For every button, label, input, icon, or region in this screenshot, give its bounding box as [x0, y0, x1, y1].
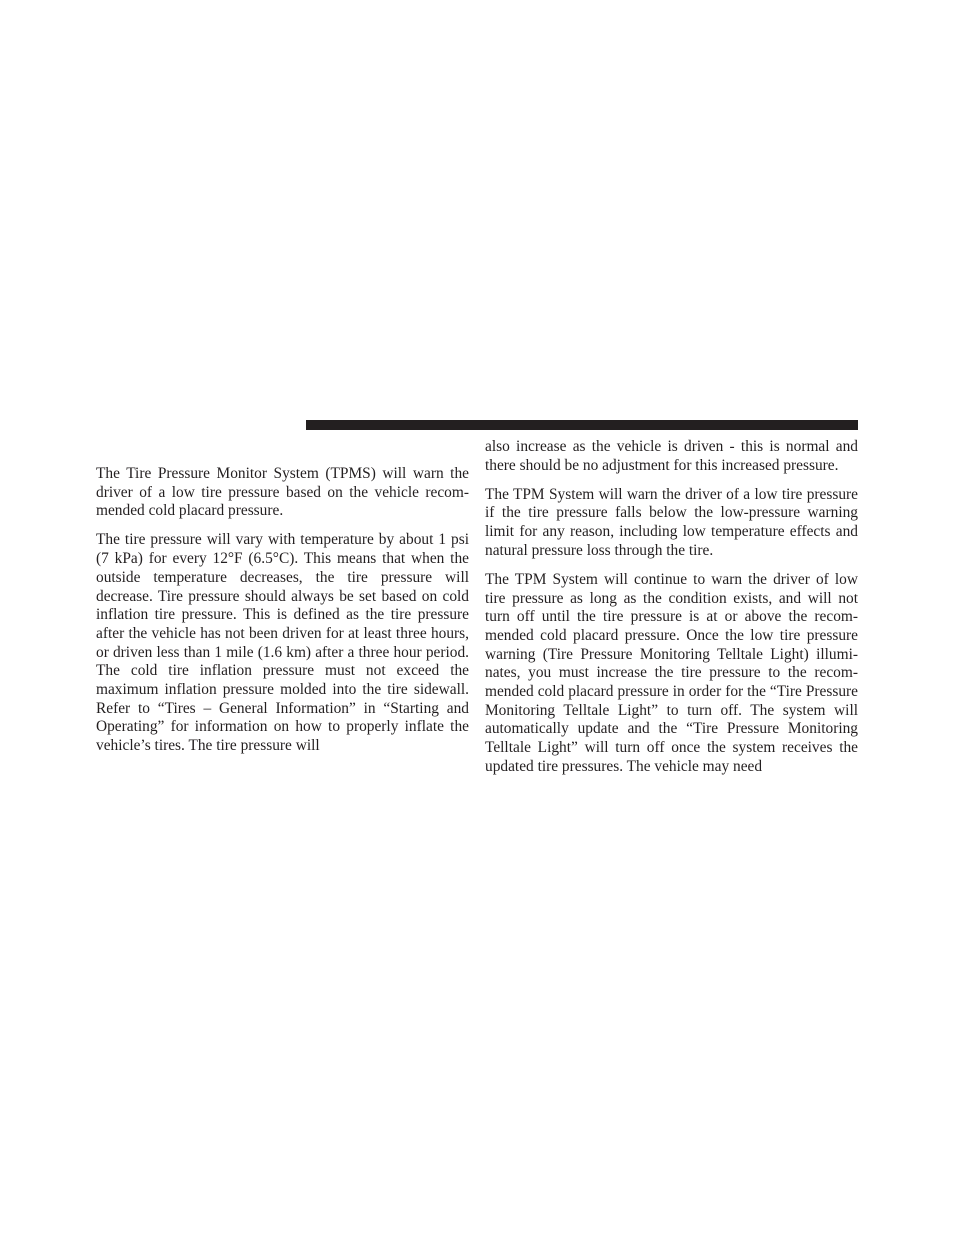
low-pressure-warning-paragraph: The TPM System will warn the driver of a low tire pressure if the tire pressure falls below the low-pressure warning limit for any reason, including low temperature effects and natural pressure loss through the tire.: [485, 485, 858, 559]
pressure-increase-paragraph: also increase as the vehicle is driven - this is normal and there should be no adjustment for this increased pressure.: [485, 438, 858, 474]
telltale-light-paragraph: The TPM System will continue to warn the driver of low tire pressure as long as the condition exists, and will not turn off until the tire pressure is at or above the recommended cold placard pressure. Once the low tire pressure warning (Tire Pressure Monitoring Telltale Light) illuminates, you must increase the tire pressure to the recommended cold placard pressure in order for the “Tire Pressure Monitoring Telltale Light” to turn off. The system will automatically update and the “Tire Pressure Monitoring Telltale Light” will turn off once the system receives the updated tire pressures. The vehicle may need: [485, 570, 858, 775]
tpms-intro-paragraph: The Tire Pressure Monitor System (TPMS) will warn the driver of a low tire pressure based on the vehicle recommended cold placard pressure.: [96, 465, 469, 520]
right-text-column: [485, 438, 858, 787]
section-header-rule: [306, 420, 858, 430]
left-text-column: [96, 465, 469, 766]
temperature-pressure-paragraph: The tire pressure will vary with temperature by about 1 psi (7 kPa) for every 12°F (6.5°C). This means that when the outside temperature decreases, the tire pressure will decrease. Tire pressure should always be set based on cold inflation tire pressure. This is defined as the tire pressure after the vehicle has not been driven for at least three hours, or driven less than 1 mile (1.6 km) after a three hour period. The cold tire inflation pressure must not exceed the maximum inflation pressure molded into the tire sidewall. Refer to “Tires – General Information” in “Starting and Operating” for information on how to properly inflate the vehicle’s tires. The tire pressure will: [96, 531, 469, 755]
